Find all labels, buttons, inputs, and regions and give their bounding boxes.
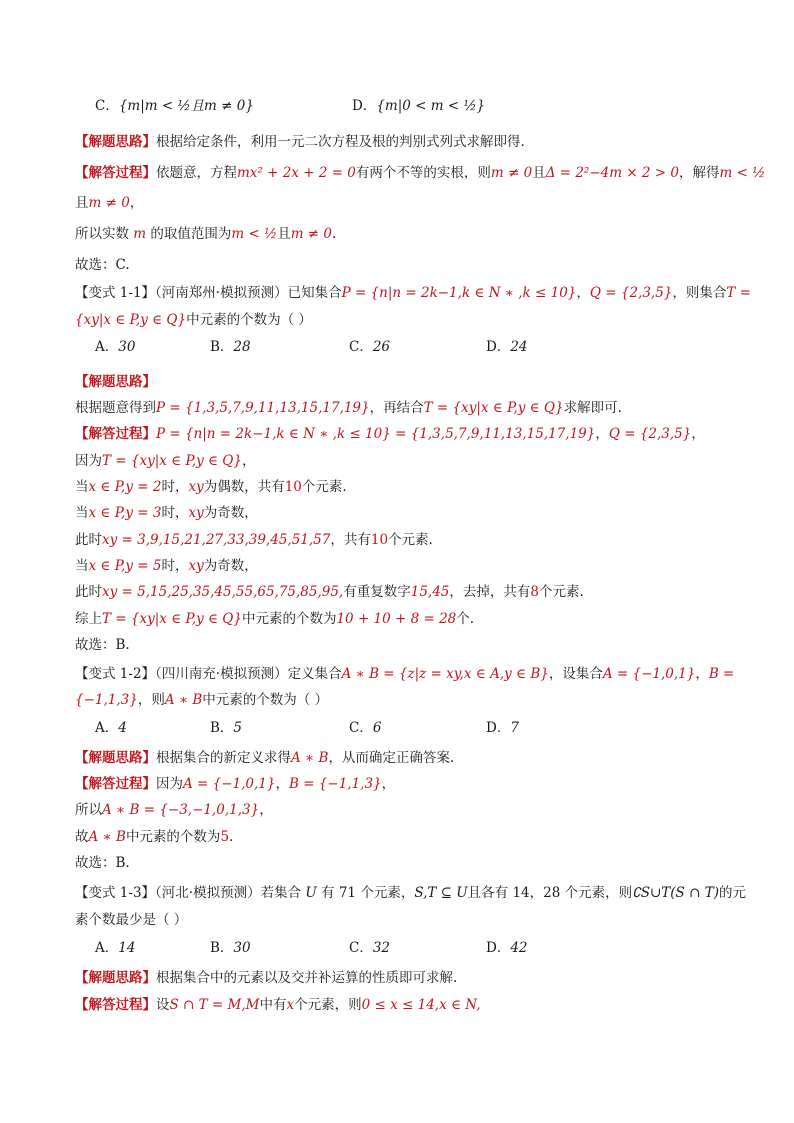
- text-segment: 当: [75, 479, 89, 495]
- math-expression: P = {1,3,5,7,9,11,13,15,17,19}: [156, 400, 370, 416]
- text-segment: 当: [75, 505, 89, 521]
- math-expression: mx² + 2x + 2 = 0: [237, 165, 356, 181]
- text-segment: 且: [277, 226, 291, 242]
- text-segment: 有两个不等的实根，则: [355, 165, 491, 181]
- option-text: {m|0 < m < ½}: [376, 98, 486, 114]
- math-expression: xy: [188, 558, 204, 574]
- text-segment: 为奇数，: [203, 558, 258, 574]
- text-line: [75, 451, 734, 471]
- text-segment: 且: [532, 165, 546, 181]
- text-segment: ，解得: [679, 165, 720, 181]
- text-line: [75, 883, 746, 903]
- answer-option: [486, 337, 528, 357]
- text-segment: 8: [530, 584, 539, 600]
- text-line: [75, 853, 734, 873]
- text-segment: 个元素.: [301, 479, 347, 495]
- text-segment: 中元素的个数为: [241, 611, 337, 627]
- text-segment: 所以: [75, 802, 102, 818]
- text-segment: 且: [75, 195, 89, 211]
- text-segment: ，: [695, 666, 709, 682]
- text-segment: 故选：B.: [75, 637, 130, 653]
- text-segment: 故选：C.: [75, 257, 130, 273]
- text-segment: 【变式 1-3】（河北·模拟预测）若集合: [75, 885, 306, 901]
- text-segment: 中元素的个数为（ ）: [202, 692, 329, 708]
- math-expression: xy: [188, 479, 204, 495]
- text-line: [75, 283, 752, 303]
- text-segment: 因为: [75, 453, 102, 469]
- text-line: [75, 995, 734, 1015]
- math-expression: A = {−1,0,1}: [602, 666, 696, 682]
- math-expression: T = {xy|x ∈ P,y ∈ Q}: [102, 453, 242, 469]
- section-tag: 【解题思路】: [75, 970, 156, 986]
- math-expression: x: [286, 997, 295, 1013]
- text-segment: 时，: [161, 505, 189, 521]
- text-line: [75, 582, 734, 602]
- math-expression: A ∗ B: [88, 829, 126, 845]
- text-segment: 个元素.: [539, 584, 584, 600]
- section-tag: 【解题思路】: [75, 374, 156, 390]
- answer-option: [95, 938, 135, 958]
- math-expression: xy = 5,15,25,35,45,55,65,75,85,95,: [102, 584, 344, 600]
- text-line: [75, 664, 734, 684]
- text-segment: 中有: [259, 997, 287, 1013]
- math-expression: x ∈ P,y = 2: [88, 479, 162, 495]
- text-segment: ，: [275, 776, 289, 792]
- text-segment: 综上: [75, 611, 102, 627]
- math-expression: 15,45: [410, 584, 450, 600]
- answer-option: [210, 938, 251, 958]
- text-segment: ，: [381, 776, 396, 792]
- text-segment: 中元素的个数为（ ）: [186, 312, 312, 328]
- math-expression: m: [133, 226, 147, 242]
- text-segment: .: [229, 829, 234, 845]
- answer-option: [352, 96, 485, 116]
- text-line: [75, 193, 734, 213]
- text-line: [75, 372, 734, 392]
- text-segment: 根据集合中的元素以及交并补运算的性质即可求解.: [156, 970, 458, 986]
- option-label: D．: [486, 940, 511, 956]
- text-line: [75, 310, 734, 330]
- text-segment: 有重复数字: [343, 584, 411, 600]
- text-line: [75, 800, 734, 820]
- math-expression: Q = {2,3,5}: [608, 426, 692, 442]
- text-segment: 时，: [161, 558, 189, 574]
- math-expression: m < ½: [231, 226, 278, 242]
- text-line: [75, 556, 734, 576]
- text-segment: ，: [129, 195, 144, 211]
- text-line: [75, 477, 734, 497]
- text-segment: 为奇数，: [203, 505, 258, 521]
- option-text: 32: [372, 940, 391, 956]
- option-text: 7: [510, 720, 519, 736]
- text-line: [75, 774, 734, 794]
- option-label: D．: [486, 720, 511, 736]
- text-segment: 求解即可.: [563, 400, 622, 416]
- text-segment: 根据给定条件，利用一元二次方程及根的判别式列式求解即得.: [156, 134, 525, 150]
- text-segment: 的元: [718, 885, 746, 901]
- option-text: 4: [118, 720, 127, 736]
- text-segment: 所以实数: [75, 226, 134, 242]
- text-segment: ，再结合: [369, 400, 424, 416]
- text-segment: ，: [241, 453, 256, 469]
- answer-option: [210, 337, 251, 357]
- section-tag: 【解答过程】: [75, 997, 156, 1013]
- text-segment: ，则: [137, 692, 165, 708]
- math-expression: A ∗ B: [164, 692, 203, 708]
- math-expression: Δ = 2²−4m × 2 > 0: [545, 165, 679, 181]
- option-label: C．: [349, 940, 373, 956]
- text-line: [75, 163, 766, 183]
- text-segment: 5: [220, 829, 230, 845]
- math-expression: P = {n|n = 2k−1,k ∈ N ∗ ,k ≤ 10}: [341, 285, 577, 301]
- text-segment: 为偶数，共有: [203, 479, 285, 495]
- option-label: B．: [210, 720, 234, 736]
- option-label: C．: [95, 98, 119, 114]
- text-segment: ，: [259, 802, 273, 818]
- option-label: C．: [349, 339, 373, 355]
- text-line: [75, 530, 734, 550]
- text-segment: 10: [370, 532, 389, 548]
- math-expression: ∁S∪T(S ∩ T): [632, 885, 719, 901]
- text-segment: ，设集合: [548, 666, 603, 682]
- math-expression: A ∗ B: [291, 750, 329, 766]
- math-expression: P = {n|n = 2k−1,k ∈ N ∗ ,k ≤ 10} = {1,3,5,7,9,11,13,15,17,19}: [156, 426, 596, 442]
- option-text: 30: [233, 940, 251, 956]
- answer-option: [95, 96, 254, 116]
- option-label: A．: [95, 720, 119, 736]
- math-expression: xy = 3,9,15,21,27,33,39,45,51,57: [102, 532, 331, 548]
- text-segment: 根据集合的新定义求得: [156, 750, 291, 766]
- math-expression: m ≠ 0: [88, 195, 130, 211]
- text-line: [75, 424, 734, 444]
- text-segment: 此时: [75, 584, 102, 600]
- option-text: 6: [372, 720, 382, 736]
- answer-option: [349, 938, 390, 958]
- math-expression: B =: [708, 666, 735, 682]
- text-segment: .: [331, 226, 337, 242]
- math-expression: U: [305, 885, 317, 901]
- option-text: 5: [233, 720, 243, 736]
- text-segment: ，从而确定正确答案.: [328, 750, 455, 766]
- math-expression: A ∗ B = {z|z = xy,x ∈ A,y ∈ B}: [341, 666, 549, 682]
- section-tag: 【解题思路】: [75, 134, 156, 150]
- section-tag: 【解题思路】: [75, 750, 156, 766]
- option-text: {m|m < ½且m ≠ 0}: [118, 98, 254, 114]
- text-segment: 有 71 个元素，: [316, 885, 415, 901]
- text-line: [75, 255, 734, 275]
- math-expression: T = {xy|x ∈ P,y ∈ Q}: [102, 611, 242, 627]
- text-segment: 根据题意得到: [75, 400, 156, 416]
- text-line: [75, 635, 734, 655]
- option-label: D．: [352, 98, 377, 114]
- text-segment: 故: [75, 829, 89, 845]
- answer-option: [95, 337, 135, 357]
- text-segment: 依题意，方程: [156, 165, 237, 181]
- text-segment: ，: [576, 285, 590, 301]
- text-line: [75, 968, 734, 988]
- text-segment: 时，: [161, 479, 189, 495]
- option-label: B．: [210, 339, 234, 355]
- text-segment: 10: [284, 479, 302, 495]
- math-expression: x ∈ P,y = 5: [88, 558, 162, 574]
- option-label: B．: [210, 940, 234, 956]
- text-line: [75, 748, 734, 768]
- option-text: 30: [118, 339, 136, 355]
- text-segment: 且各有 14，28 个元素，则: [467, 885, 633, 901]
- text-segment: 素个数最少是（ ）: [75, 912, 188, 928]
- math-expression: T =: [726, 285, 752, 301]
- text-segment: ，: [691, 426, 705, 442]
- text-segment: 个元素.: [388, 532, 433, 548]
- text-segment: ，去掉，共有: [449, 584, 531, 600]
- text-line: [75, 910, 734, 930]
- math-expression: Q = {2,3,5}: [589, 285, 673, 301]
- text-segment: 个.: [456, 611, 475, 627]
- option-text: 26: [372, 339, 391, 355]
- option-text: 24: [510, 339, 528, 355]
- text-line: [75, 827, 734, 847]
- text-line: [75, 398, 734, 418]
- text-segment: ，则集合: [672, 285, 727, 301]
- math-expression: {−1,1,3}: [75, 692, 138, 708]
- answer-option: [486, 938, 528, 958]
- answer-option: [486, 718, 519, 738]
- text-segment: 【变式 1-1】（河南郑州·模拟预测）已知集合: [75, 285, 342, 301]
- answer-option: [210, 718, 242, 738]
- answer-option: [95, 718, 127, 738]
- math-expression: m ≠ 0: [490, 165, 533, 181]
- math-expression: m ≠ 0: [290, 226, 332, 242]
- text-segment: 的取值范围为: [146, 226, 232, 242]
- option-label: C．: [349, 720, 373, 736]
- text-line: [75, 690, 734, 710]
- math-expression: B = {−1,1,3}: [288, 776, 382, 792]
- text-segment: 此时: [75, 532, 102, 548]
- math-expression: {xy|x ∈ P,y ∈ Q}: [75, 312, 187, 328]
- answer-option: [349, 337, 390, 357]
- math-expression: S ∩ T = M,M: [169, 997, 260, 1013]
- text-segment: 故选：B.: [75, 855, 130, 871]
- text-segment: 【变式 1-2】（四川南充·模拟预测）定义集合: [75, 666, 342, 682]
- answer-option: [349, 718, 381, 738]
- option-label: A．: [95, 339, 119, 355]
- text-segment: ，: [595, 426, 609, 442]
- text-line: [75, 132, 734, 152]
- math-expression: 0 ≤ x ≤ 14,x ∈ N,: [361, 997, 481, 1013]
- math-expression: S,T ⊆ U: [414, 885, 468, 901]
- option-text: 28: [233, 339, 251, 355]
- text-segment: ，共有: [330, 532, 371, 548]
- text-segment: 中元素的个数为: [125, 829, 221, 845]
- option-text: 14: [118, 940, 136, 956]
- math-expression: x ∈ P,y = 3: [88, 505, 162, 521]
- math-expression: T = {xy|x ∈ P,y ∈ Q}: [423, 400, 564, 416]
- text-line: [75, 224, 734, 244]
- option-label: D．: [486, 339, 511, 355]
- text-segment: 因为: [156, 776, 183, 792]
- math-expression: m < ½: [719, 165, 766, 181]
- text-segment: 当: [75, 558, 89, 574]
- text-line: [75, 503, 734, 523]
- math-expression: 10 + 10 + 8 = 28: [336, 611, 457, 627]
- section-tag: 【解答过程】: [75, 426, 156, 442]
- math-expression: xy: [188, 505, 204, 521]
- text-line: [75, 609, 734, 629]
- option-text: 42: [510, 940, 528, 956]
- text-segment: 个元素，则: [294, 997, 362, 1013]
- math-expression: A ∗ B = {−3,−1,0,1,3}: [102, 802, 260, 818]
- option-label: A．: [95, 940, 119, 956]
- section-tag: 【解答过程】: [75, 165, 156, 181]
- section-tag: 【解答过程】: [75, 776, 156, 792]
- text-segment: 设: [156, 997, 170, 1013]
- math-expression: A = {−1,0,1}: [183, 776, 276, 792]
